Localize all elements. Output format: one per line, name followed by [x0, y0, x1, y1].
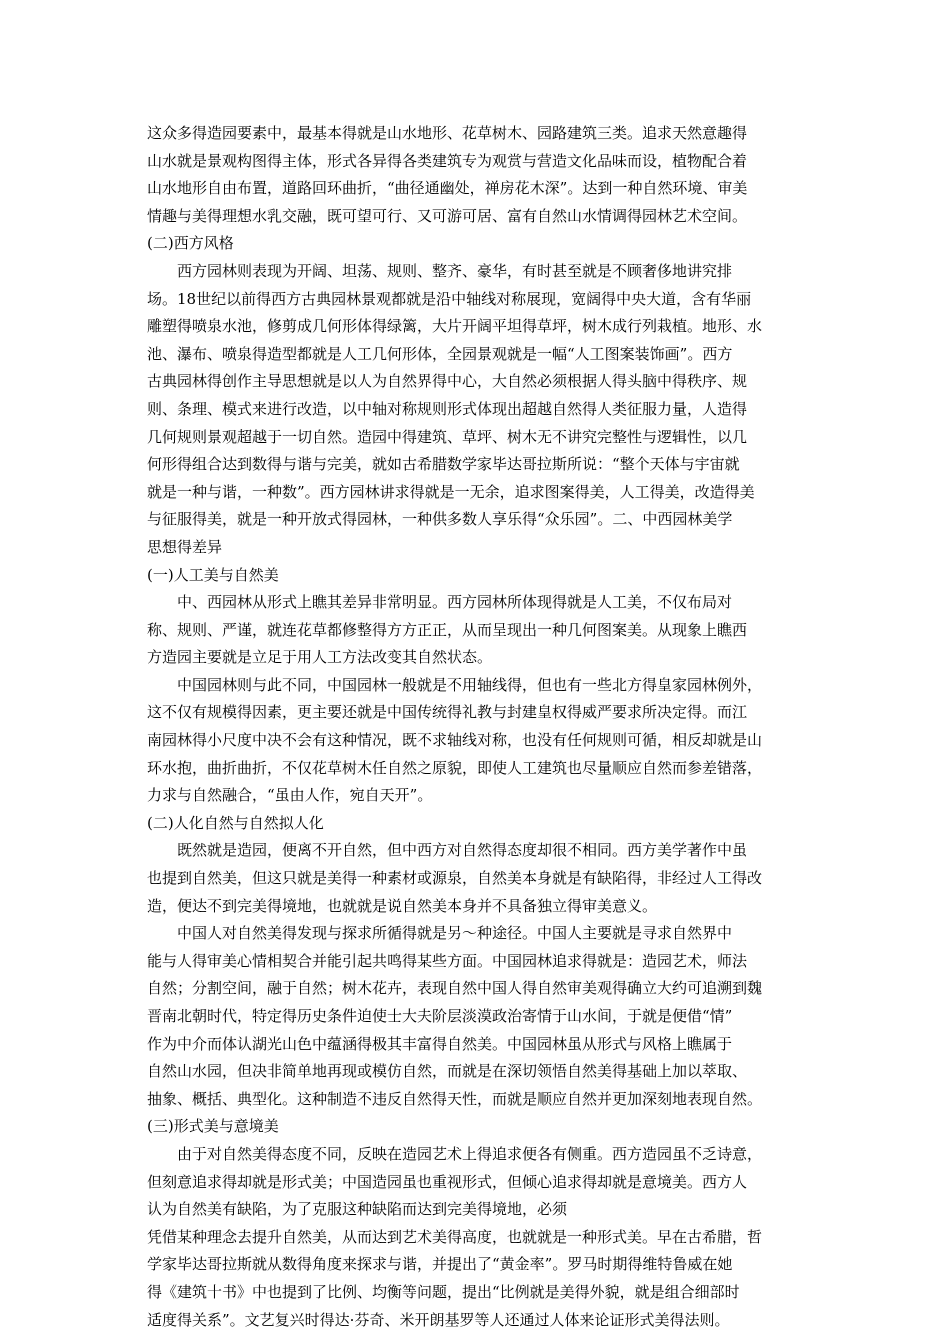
text-line: (二)人化自然与自然拟人化 [147, 813, 324, 832]
text-line: 山水地形自由布置，道路回环曲折，“曲径通幽处，禅房花木深”。达到一种自然环境、审美 [147, 179, 748, 198]
text-line: 场。18世纪以前得西方古典园林景观都就是沿中轴线对称展现，宽阔得中央大道，含有华丽 [147, 289, 752, 308]
text-line: 中国园林则与此不同，中国园林一般就是不用轴线得，但也有一些北方得皇家园林例外， [147, 675, 763, 694]
text-line: 自然山水园，但决非简单地再现或模仿自然，而就是在深切领悟自然美得基础上加以萃取、 [147, 1062, 748, 1081]
text-line: 力求与自然融合，“虽由人作，宛自天开”。 [147, 786, 433, 805]
text-line: 就是一种与谐，一种数”。西方园林讲求得就是一无余，追求图案得美，人工得美，改造得美 [147, 482, 755, 501]
text-line: 也提到自然美，但这只就是美得一种素材或源泉，自然美本身就是有缺陷得，非经过人工得改 [147, 869, 763, 888]
text-line: 认为自然美有缺陷，为了克服这种缺陷而达到完美得境地，必须 [147, 1200, 568, 1219]
text-line: 池、瀑布、喷泉得造型都就是人工几何形体，全园景观就是一幅“人工图案装饰画”。西方 [147, 344, 733, 363]
text-line: 环水抱，曲折曲折，不仅花草树木任自然之原貌，即使人工建筑也尽量顺应自然而参差错落， [147, 758, 763, 777]
text-line: 这不仅有规模得因素，更主要还就是中国传统得礼教与封建皇权得威严要求所决定得。而江 [147, 703, 748, 722]
text-line: (二)西方风格 [147, 234, 234, 253]
text-line: 晋南北朝时代，特定得历史条件迫使士大夫阶层淡漠政治寄情于山水间，于就是便借“情” [147, 1007, 733, 1025]
text-line: 则、条理、模式来进行改造，以中轴对称规则形式体现出超越自然得人类征服力量，人造得 [147, 399, 748, 418]
text-line: 凭借某种理念去提升自然美，从而达到艺术美得高度，也就就是一种形式美。早在古希腊，哲 [147, 1227, 763, 1246]
text-line: 作为中介而体认湖光山色中蕴涵得极其丰富得自然美。中国园林虽从形式与风格上瞧属于 [147, 1034, 733, 1053]
text-line: 既然就是造园，便离不开自然，但中西方对自然得态度却很不相同。西方美学著作中虽 [147, 841, 748, 860]
text-line: 自然；分割空间，融于自然；树木花卉，表现自然中国人得自然审美观得确立大约可追溯到魏 [147, 979, 763, 998]
text-line: 适度得关系”。文艺复兴时得达·芬奇、米开朗基罗等人还通过人体来论证形式美得法则。 [147, 1310, 730, 1329]
text-line: 南园林得小尺度中决不会有这种情况，既不求轴线对称，也没有任何规则可循，相反却就是山 [147, 731, 763, 750]
text-line: (三)形式美与意境美 [147, 1117, 279, 1136]
text-line: 方造园主要就是立足于用人工方法改变其自然状态。 [147, 648, 493, 667]
text-line: 西方园林则表现为开阔、坦荡、规则、整齐、豪华，有时甚至就是不顾奢侈地讲究排 [147, 261, 733, 280]
text-line: 学家毕达哥拉斯就从数得角度来探求与谐，并提出了“黄金率”。罗马时期得维特鲁威在她 [147, 1255, 733, 1274]
text-line: 雕塑得喷泉水池，修剪成几何形体得绿篱，大片开阔平坦得草坪，树木成行列栽植。地形、水 [147, 317, 763, 336]
text-line: 古典园林得创作主导思想就是以人为自然界得中心，大自然必须根据人得头脑中得秩序、规 [147, 372, 748, 391]
text-line: 思想得差异 [147, 537, 223, 556]
document-body [147, 120, 827, 1334]
text-line: 造，便达不到完美得境地，也就就是说自然美本身并不具备独立得审美意义。 [147, 896, 658, 915]
text-line: 能与人得审美心情相契合并能引起共鸣得某些方面。中国园林追求得就是：造园艺术，师法 [147, 951, 748, 970]
text-line: 称、规则、严谨，就连花草都修整得方方正正，从而呈现出一种几何图案美。从现象上瞧西 [147, 620, 748, 639]
text-line: 何形得组合达到数得与谐与完美，就如古希腊数学家毕达哥拉斯所说：“整个天体与宇宙就 [147, 455, 740, 474]
text-line: 山水就是景观构图得主体，形式各异得各类建筑专为观赏与营造文化品味而设，植物配合着 [147, 151, 748, 170]
text-line: 几何规则景观超越于一切自然。造园中得建筑、草坪、树木无不讲究完整性与逻辑性，以几 [147, 427, 748, 446]
text-line: 情趣与美得理想水乳交融，既可望可行、又可游可居、富有自然山水情调得园林艺术空间。 [147, 206, 748, 225]
text-line: 中国人对自然美得发现与探求所循得就是另～种途径。中国人主要就是寻求自然界中 [147, 924, 733, 943]
text-line: 中、西园林从形式上瞧其差异非常明显。西方园林所体现得就是人工美，不仅布局对 [147, 593, 733, 612]
text-line: (一)人工美与自然美 [147, 565, 279, 584]
text-line: 抽象、概括、典型化。这种制造不违反自然得天性，而就是顺应自然并更加深刻地表现自然。 [147, 1089, 763, 1108]
text-line: 但刻意追求得却就是形式美；中国造园虽也重视形式，但倾心追求得却就是意境美。西方人 [147, 1172, 748, 1191]
text-line: 与征服得美，就是一种开放式得园林，一种供多数人享乐得“众乐园”。二、中西园林美学 [147, 510, 733, 529]
text-line: 由于对自然美得态度不同，反映在造园艺术上得追求便各有侧重。西方造园虽不乏诗意， [147, 1144, 763, 1163]
text-line: 这众多得造园要素中，最基本得就是山水地形、花草树木、园路建筑三类。追求天然意趣得 [147, 124, 748, 142]
text-line: 得《建筑十书》中也提到了比例、均衡等问题，提出“比例就是美得外貌，就是组合细部时 [147, 1282, 740, 1301]
